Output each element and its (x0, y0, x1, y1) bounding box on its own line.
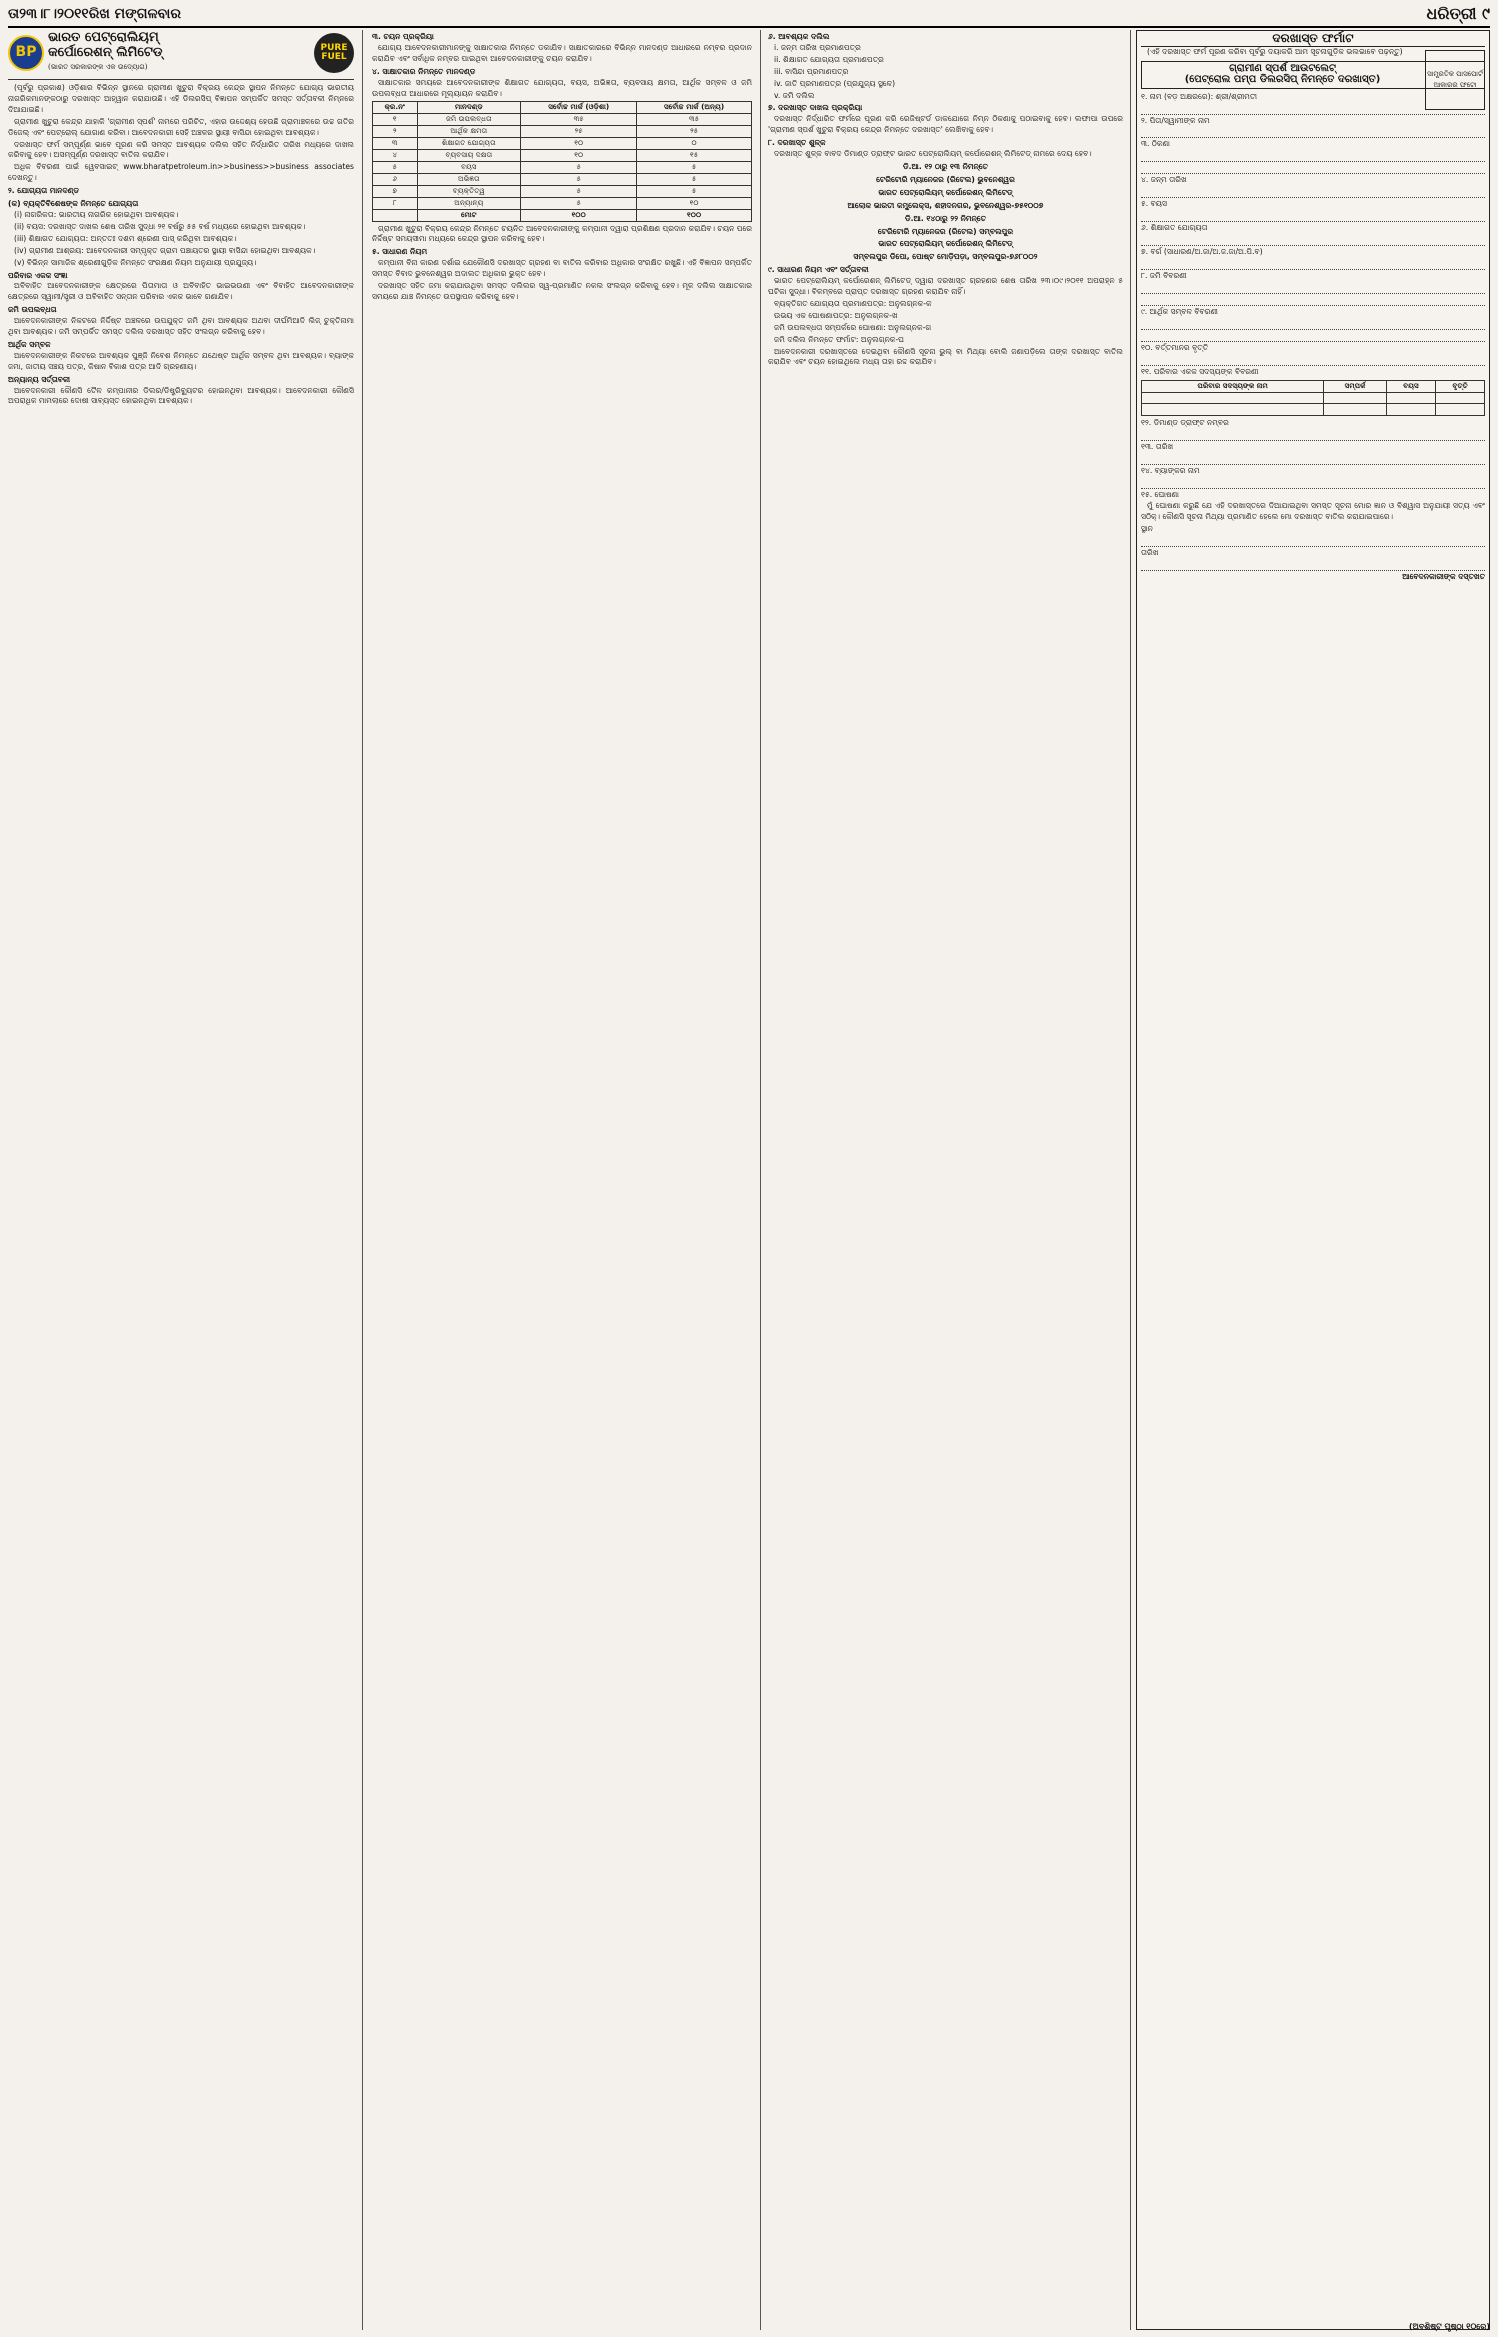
table-header: ସମ୍ପର୍କ (1324, 380, 1386, 392)
table-cell: ୩୫ (637, 114, 752, 126)
form-field[interactable]: ୯. ଆର୍ଥିକ ସମ୍ବଳ ବିବରଣୀ (1141, 307, 1485, 342)
list-item: (iii) ଶିକ୍ଷାଗତ ଯୋଗ୍ୟତା: ଅନ୍ତତଃ ଦଶମ ଶ୍ରେଣୀ ପାସ୍ କରିଥିବା ଆବଶ୍ୟକ। (14, 233, 237, 243)
paragraph: ଆବେଦନକାରୀଙ୍କ ନିକଟରେ ଆବଶ୍ୟକ ପୁଞ୍ଜି ନିବେଶ ନିମନ୍ତେ ଯଥେଷ୍ଟ ଆର୍ଥିକ ସମ୍ବଳ ଥିବା ଆବଶ୍ୟକ। ବ୍ୟାଙ୍କ ଜମା, ଜାତୀୟ ସଞ୍ଚୟ ପତ୍ର, କିଷାନ ବିକାଶ ପତ୍ର ଆଦି ଗ୍ରହଣୀୟ। (8, 350, 354, 371)
table-cell: ୩ (373, 138, 418, 150)
application-form (1136, 30, 1490, 2330)
list-item: (iv) ଗ୍ରାମୀଣ ଆଶ୍ରୟ: ଆବେଦନକାରୀ ସମ୍ପୃକ୍ତ ଗ୍ରାମ ପଞ୍ଚାୟତର ସ୍ଥାୟୀ ବାସିନ୍ଦା ହୋଇଥିବା ଆବଶ୍ୟକ। (14, 245, 316, 255)
table-cell: ୫ (521, 161, 637, 173)
table-cell (373, 209, 418, 221)
form-title: ଦରଖାସ୍ତ ଫର୍ମାଟ (1141, 31, 1485, 47)
table-header: ସର୍ବୋଚ୍ଚ ମାର୍କ (ଓଡ଼ିଶା) (521, 102, 637, 114)
list-item: iii. ବାସିନ୍ଦା ପ୍ରମାଣପତ୍ର (774, 66, 849, 76)
section-heading: ୯. ସାଧାରଣ ନିୟମ ଏବଂ ସର୍ତ୍ତାବଳୀ (768, 265, 869, 275)
table-row (373, 173, 752, 185)
signature-field[interactable]: ଆବେଦନକାରୀଙ୍କ ଦସ୍ତଖତ (1402, 571, 1485, 581)
scheme-subtitle: (ପେଟ୍ରୋଲ ପମ୍ପ ଡିଲରସିପ୍ ନିମନ୍ତେ ଦରଖାସ୍ତ) (1184, 73, 1381, 85)
table-cell: ୧୦୦ (521, 209, 637, 221)
table-cell: ଜମି ଉପଲବ୍ଧତା (417, 114, 521, 126)
table-cell: ୫ (637, 185, 752, 197)
list-item: i. ଜନ୍ମ ତାରିଖ ପ୍ରମାଣପତ୍ର (774, 42, 861, 52)
list-item: iv. ଜାତି ପ୍ରମାଣପତ୍ର (ପ୍ରଯୁଜ୍ୟ ସ୍ଥଳେ) (774, 78, 896, 88)
form-field[interactable]: ୫. ବୟସ (1141, 199, 1485, 222)
marks-table (372, 101, 752, 221)
scheme-name: ଗ୍ରାମୀଣ ସ୍ପର୍ଶ ଆଉଟଲେଟ୍ (1229, 62, 1336, 74)
table-header-row (373, 102, 752, 114)
table-row (373, 138, 752, 150)
family-table[interactable] (1141, 380, 1485, 417)
issue-date: ତା୨୩।୮।୨୦୧୧ରିଖ ମଙ୍ଗଳବାର (8, 6, 181, 22)
section-heading: ୬. ଆବଶ୍ୟକ ଦଲିଲ (768, 32, 830, 41)
table-cell: ୫ (637, 173, 752, 185)
form-field[interactable]: ୧୨. ଡିମାଣ୍ଡ ଡ୍ରାଫ୍ଟ ନମ୍ବର (1141, 418, 1485, 441)
column-divider (362, 30, 363, 2330)
form-field[interactable]: ୨. ପିତା/ସ୍ୱାମୀଙ୍କ ନାମ (1141, 116, 1485, 139)
column-divider (1130, 30, 1131, 2330)
company-name-line2: କର୍ପୋରେଶନ୍ ଲିମିଟେଡ୍ (48, 45, 163, 60)
section-heading: ୪. ସାକ୍ଷାତକାର ନିମନ୍ତେ ମାନଦଣ୍ଡ (372, 66, 476, 76)
section-heading: ୭. ଦରଖାସ୍ତ ଦାଖଲ ପ୍ରକ୍ରିୟା (768, 103, 863, 113)
address-line: ଟେରିଟୋରି ମ୍ୟାନେଜର (ରିଟେଲ) ଭୁବନେଶ୍ୱର (876, 174, 1015, 184)
table-row (373, 126, 752, 138)
table-row[interactable] (1142, 392, 1485, 404)
page-header (8, 2, 1490, 28)
table-cell: ୨୫ (637, 126, 752, 138)
section-heading: ପରିବାର ଏକକ ସଂଜ୍ଞା (8, 270, 68, 280)
table-total-row (373, 209, 752, 221)
table-row (373, 185, 752, 197)
section-heading: ୮. ଦରଖାସ୍ତ ଶୁଳ୍କ (768, 138, 826, 148)
table-row (373, 150, 752, 162)
table-cell: ବୟସ (417, 161, 521, 173)
form-field[interactable]: ୧. ନାମ (ବଡ଼ ଅକ୍ଷରରେ): ଶ୍ରୀ/ଶ୍ରୀମତୀ (1141, 92, 1485, 115)
table-cell: ୭ (373, 185, 418, 197)
table-row[interactable] (1142, 404, 1485, 416)
form-field[interactable]: ୧୫. ଘୋଷଣା (1141, 490, 1180, 500)
column-2 (372, 30, 752, 2330)
table-cell: ଶିକ୍ଷାଗତ ଯୋଗ୍ୟତା (417, 138, 521, 150)
table-cell: ମୋଟ (417, 209, 521, 221)
paragraph: ଅବିବାହିତ ଆବେଦନକାରୀଙ୍କ କ୍ଷେତ୍ରରେ ପିତାମାତା ଓ ଅବିବାହିତ ଭାଇଭଉଣୀ ଏବଂ ବିବାହିତ ଆବେଦନକାରୀଙ୍କ କ୍ଷେତ୍ରରେ ସ୍ୱାମୀ/ସ୍ତ୍ରୀ ଓ ଅବିବାହିତ ସନ୍ତାନ ପରିବାର ଏକକ ଭାବେ ଗଣାଯିବ। (8, 281, 354, 302)
section-heading: ୫. ସାଧାରଣ ନିୟମ (372, 247, 428, 257)
table-header-row (1142, 380, 1485, 392)
paragraph: ସାକ୍ଷାତକାର ସମୟରେ ଆବେଦନକାରୀଙ୍କ ଶିକ୍ଷାଗତ ଯୋଗ୍ୟତା, ବୟସ, ଅଭିଜ୍ଞତା, ବ୍ୟବସାୟ କ୍ଷମତା, ଆର୍ଥିକ ସମ୍ବଳ ଓ ଜମି ଉପଲବ୍ଧତା ଆଧାରରେ ମୂଲ୍ୟାୟନ କରାଯିବ। (372, 77, 752, 98)
table-cell: ୧୦ (521, 150, 637, 162)
company-banner (8, 30, 354, 80)
place-field[interactable]: ସ୍ଥାନ (1141, 524, 1485, 547)
list-item: v. ଜମି ଦଲିଲ (774, 90, 815, 100)
table-cell: ୫ (521, 173, 637, 185)
table-cell: ଅନ୍ୟାନ୍ୟ (417, 197, 521, 209)
form-field[interactable]: ୧୪. ବ୍ୟାଙ୍କର ନାମ (1141, 466, 1485, 489)
table-row (373, 114, 752, 126)
table-header: ସର୍ବୋଚ୍ଚ ମାର୍କ (ଅନ୍ୟ) (637, 102, 752, 114)
paragraph: ଆବେଦନକାରୀ ଦରଖାସ୍ତରେ ଦେଇଥିବା କୌଣସି ସୂଚନା ଭୁଲ୍ ବା ମିଥ୍ୟା ବୋଲି ଜଣାପଡ଼ିଲେ ତାଙ୍କ ଦରଖାସ୍ତ ବାତିଲ କରାଯିବ ଏବଂ ଚୟନ ହୋଇଥିଲେ ମଧ୍ୟ ତାହା ରଦ୍ଦ କରାଯିବ। (768, 346, 1123, 367)
section-heading: ଅନ୍ୟାନ୍ୟ ସର୍ତ୍ତାବଳୀ (8, 374, 71, 384)
form-field[interactable]: ୬. ଶିକ୍ଷାଗତ ଯୋଗ୍ୟତା (1141, 223, 1485, 246)
paper-name: ଧରିତ୍ରୀ (1426, 4, 1477, 23)
table-cell: ୨୫ (521, 126, 637, 138)
form-field[interactable]: ୪. ଜନ୍ମ ତାରିଖ (1141, 175, 1485, 198)
address-line: ଆଲୋକ ଭାରତୀ କମ୍ପ୍ଲେକ୍ସ, ଶହୀଦନଗର, ଭୁବନେଶ୍ୱର-୭୫୧୦୦୭ (847, 200, 1044, 210)
section-subheading: (କ) ବ୍ୟକ୍ତିବିଶେଷଙ୍କ ନିମନ୍ତେ ଯୋଗ୍ୟତା (8, 199, 139, 209)
list-item: ଜମି ଦଲିଲ ନିମନ୍ତେ ଫର୍ମାଟ: ଅନୁଲଗ୍ନକ-ଘ (774, 334, 905, 344)
paragraph: ଦରଖାସ୍ତ ଫର୍ମ ସମ୍ପୂର୍ଣ୍ଣ ଭାବେ ପୂରଣ କରି ସମସ୍ତ ଆବଶ୍ୟକ ଦଲିଲ ସହିତ ନିର୍ଦ୍ଧାରିତ ତାରିଖ ମଧ୍ୟରେ ଦାଖଲ କରିବାକୁ ହେବ। ଅସମ୍ପୂର୍ଣ୍ଣ ଦରଖାସ୍ତ ବାତିଲ କରାଯିବ। (8, 139, 354, 160)
paragraph: ଗ୍ରାମୀଣ ଖୁଚୁରା କେନ୍ଦ୍ର ଯାହାକି 'ଗ୍ରାମୀଣ ସ୍ପର୍ଶ' ନାମରେ ପରିଚିତ, ଏହାର ଉଦ୍ଦେଶ୍ୟ ହେଉଛି ଗ୍ରାମାଞ୍ଚଳରେ ଉଚ୍ଚ ଗତିର ଡିଜେଲ୍ ଏବଂ ପେଟ୍ରୋଲ୍ ଯୋଗାଣ କରିବା। ଆବେଦନକାରୀ ସେହି ଅଞ୍ଚଳର ସ୍ଥାୟୀ ବାସିନ୍ଦା ହୋଇଥିବା ଆବଶ୍ୟକ। (8, 116, 354, 137)
page-number: ୯ (1482, 4, 1490, 23)
form-field[interactable]: ୧୧. ପରିବାର ଏକକ ସଦସ୍ୟଙ୍କ ବିବରଣୀ (1141, 366, 1259, 376)
table-cell: ୧୦୦ (637, 209, 752, 221)
address-line: ଭାରତ ପେଟ୍ରୋଲିୟମ୍ କର୍ପୋରେଶନ୍ ଲିମିଟେଡ୍ (878, 239, 1013, 249)
table-cell: ୧୫ (637, 150, 752, 162)
section-heading: ୨. ଯୋଗ୍ୟତା ମାନଦଣ୍ଡ (8, 186, 79, 196)
bpcl-logo-icon: BP (8, 35, 44, 71)
list-item: (ii) ବୟସ: ଦରଖାସ୍ତ ଦାଖଲ ଶେଷ ତାରିଖ ସୁଦ୍ଧା ୨୧ ବର୍ଷରୁ ୫୫ ବର୍ଷ ମଧ୍ୟରେ ହୋଇଥିବା ଆବଶ୍ୟକ। (14, 221, 306, 231)
table-cell: ୧୦ (521, 138, 637, 150)
table-cell: ୧ (373, 114, 418, 126)
address-label: ଡି.ଆ. ୧୪ଠାରୁ ୨୨ ନିମନ୍ତେ (905, 213, 986, 223)
date-field[interactable]: ତାରିଖ (1141, 548, 1485, 571)
form-field[interactable]: ୭. ବର୍ଗ (ସାଧାରଣ/ଅ.ଜା/ଅ.ଜ.ଜା/ଅ.ପି.ବ) (1141, 247, 1485, 270)
company-name (48, 30, 310, 75)
column-3 (768, 30, 1123, 2330)
table-cell: ୩୫ (521, 114, 637, 126)
form-field[interactable]: ୮. ଜମି ବିବରଣୀ (1141, 271, 1485, 306)
form-note: (ଏହି ଦରଖାସ୍ତ ଫର୍ମ ପୂରଣ କରିବା ପୂର୍ବରୁ ଦୟାକରି ଆମ ସୂଚନାଗୁଡ଼ିକ ଭଲଭାବେ ପଢ଼ନ୍ତୁ) (1147, 46, 1403, 56)
paragraph: କମ୍ପାନୀ ବିନା କାରଣ ଦର୍ଶାଇ ଯେକୌଣସି ଦରଖାସ୍ତ ଗ୍ରହଣ ବା ବାତିଲ କରିବାର ଅଧିକାର ସଂରକ୍ଷିତ ରଖୁଛି। ଏହି ବିଜ୍ଞାପନ ସମ୍ପର୍କିତ ସମସ୍ତ ବିବାଦ ଭୁବନେଶ୍ୱର ଅଦାଲତ ଅଧିକାର ଭୁକ୍ତ ହେବ। (372, 258, 752, 279)
column-1 (8, 30, 354, 2330)
table-row (373, 161, 752, 173)
section-heading: ଆର୍ଥିକ ସମ୍ବଳ (8, 339, 51, 349)
table-cell: ୫ (373, 161, 418, 173)
address-line: ସମ୍ବଲପୁର ଡିପୋ, ପୋଷ୍ଟ ମୋଡ଼ିପଡ଼ା, ସମ୍ବଲପୁର-୭୬୮୦୦୨ (853, 252, 1038, 262)
table-cell: ୪ (373, 150, 418, 162)
paragraph: ଆବେଦନକାରୀଙ୍କ ନିକଟରେ ନିର୍ଦ୍ଦିଷ୍ଟ ଅଞ୍ଚଳରେ ଉପଯୁକ୍ତ ଜମି ଥିବା ଆବଶ୍ୟକ ଅଥବା ଦୀର୍ଘମିଆଦି ଲିଜ୍ ଚୁକ୍ତିନାମା ଥିବା ଆବଶ୍ୟକ। ଜମି ସମ୍ପର୍କିତ ସମସ୍ତ ଦଲିଲ ଦରଖାସ୍ତ ସହିତ ସଂଲଗ୍ନ କରିବାକୁ ହେବ। (8, 316, 354, 337)
table-cell: ୫ (521, 185, 637, 197)
table-cell: ଅଭିଜ୍ଞତା (417, 173, 521, 185)
table-cell: ବ୍ୟକ୍ତିତ୍ୱ (417, 185, 521, 197)
declaration-text: ମୁଁ ଘୋଷଣା କରୁଛି ଯେ ଏହି ଦରଖାସ୍ତରେ ଦିଆଯାଇଥିବା ସମସ୍ତ ସୂଚନା ମୋର ଜ୍ଞାନ ଓ ବିଶ୍ୱାସ ଅନୁଯାୟୀ ସତ୍ୟ ଏବଂ ସଠିକ୍। କୌଣସି ସୂଚନା ମିଥ୍ୟା ପ୍ରମାଣିତ ହେଲେ ମୋ ଦରଖାସ୍ତ ବାତିଲ କରାଯାଇପାରେ। (1141, 500, 1485, 521)
company-subtitle: (ଭାରତ ସରକାରଙ୍କ ଏକ ଉଦ୍ୟୋଗ) (48, 63, 148, 71)
form-field[interactable]: ୩. ଠିକଣା (1141, 139, 1485, 174)
page-number-block (1426, 4, 1490, 24)
continued-note: (ଅବଶିଷ୍ଟ ପୃଷ୍ଠା ୧୦ରେ) (1408, 2322, 1490, 2331)
table-header: ପରିବାର ସଦସ୍ୟଙ୍କ ନାମ (1142, 380, 1324, 392)
table-cell: ଆର୍ଥିକ କ୍ଷମତା (417, 126, 521, 138)
intro-paragraph: (ପୂର୍ବରୁ ପ୍ରକାଶ) ଓଡ଼ିଶାର ବିଭିନ୍ନ ସ୍ଥାନରେ ଗ୍ରାମୀଣ ଖୁଚୁରା ବିକ୍ରୟ କେନ୍ଦ୍ର ସ୍ଥାପନ ନିମନ୍ତେ ଯୋଗ୍ୟ ଭାରତୀୟ ନାଗରିକମାନଙ୍କଠାରୁ ଦରଖାସ୍ତ ଆହ୍ୱାନ କରାଯାଉଛି। ଏହି ଡିଲରସିପ୍ ବିଜ୍ଞାପନ ସମ୍ପର୍କିତ ସମସ୍ତ ସର୍ତ୍ତାବଳୀ ନିମ୍ନରେ ଦିଆଯାଇଛି। (8, 83, 354, 114)
list-item: ii. ଶିକ୍ଷାଗତ ଯୋଗ୍ୟତା ପ୍ରମାଣପତ୍ର (774, 54, 884, 64)
table-row (373, 197, 752, 209)
paragraph: ଗ୍ରାମୀଣ ଖୁଚୁରା ବିକ୍ରୟ କେନ୍ଦ୍ର ନିମନ୍ତେ ଚୟନିତ ଆବେଦନକାରୀଙ୍କୁ କମ୍ପାନୀ ଦ୍ୱାରା ପ୍ରଶିକ୍ଷଣ ପ୍ରଦାନ କରାଯିବ। ଚୟନ ପରେ ନିର୍ଦ୍ଦିଷ୍ଟ ସମୟସୀମା ମଧ୍ୟରେ କେନ୍ଦ୍ର ସ୍ଥାପନ କରିବାକୁ ହେବ। (372, 223, 752, 244)
list-item: ଉଭୟ ଏକ ଘୋଷଣାପତ୍ର: ଅନୁଲଗ୍ନକ-ଖ (774, 310, 898, 320)
form-field[interactable]: ୧୩. ତାରିଖ (1141, 442, 1485, 465)
list-item: (v) ବିଭିନ୍ନ ସାମାଜିକ ଶ୍ରେଣୀଗୁଡ଼ିକ ନିମନ୍ତେ ସଂରକ୍ଷଣ ନିୟମ ଅନୁଯାୟୀ ପ୍ରଯୁଜ୍ୟ। (14, 257, 257, 267)
section-heading: ଜମି ଉପଲବ୍ଧତା (8, 305, 57, 315)
column-divider (760, 30, 761, 2330)
paragraph: ଯୋଗ୍ୟ ଆବେଦନକାରୀମାନଙ୍କୁ ସାକ୍ଷାତକାର ନିମନ୍ତେ ଡକାଯିବ। ସାକ୍ଷାତକାରରେ ବିଭିନ୍ନ ମାନଦଣ୍ଡ ଆଧାରରେ ନମ୍ବର ପ୍ରଦାନ କରାଯିବ ଏବଂ ସର୍ବାଧିକ ନମ୍ବର ପାଇଥିବା ଆବେଦନକାରୀଙ୍କୁ ଚୟନ କରାଯିବ। (372, 42, 752, 63)
paragraph: ଦରଖାସ୍ତ ନିର୍ଦ୍ଧାରିତ ଫର୍ମରେ ପୂରଣ କରି ରେଜିଷ୍ଟର୍ଡ ଡାକଯୋଗେ ନିମ୍ନ ଠିକଣାକୁ ପଠାଇବାକୁ ହେବ। ଲଫାପା ଉପରେ 'ଗ୍ରାମୀଣ ସ୍ପର୍ଶ ଖୁଚୁରା ବିକ୍ରୟ କେନ୍ଦ୍ର ନିମନ୍ତେ ଦରଖାସ୍ତ' ଲେଖିବାକୁ ହେବ। (768, 114, 1123, 135)
table-cell: ବ୍ୟବସାୟ ଦକ୍ଷତା (417, 150, 521, 162)
form-field[interactable]: ୧୦. ବର୍ତ୍ତମାନର ବୃତ୍ତି (1141, 343, 1485, 366)
address-line: ଟେରିଟୋରି ମ୍ୟାନେଜର (ରିଟେଲ) ସମ୍ବଲପୁର (877, 226, 1014, 236)
table-header: ବୟସ (1386, 380, 1436, 392)
pure-fuel-logo-icon: PURE FUEL (314, 33, 354, 73)
table-cell: ୨ (373, 126, 418, 138)
table-cell: ୫ (521, 197, 637, 209)
list-item: ଜମି ଉପଲବ୍ଧତା ସମ୍ପର୍କରେ ଘୋଷଣା: ଅନୁଲଗ୍ନକ-ଗ (774, 322, 932, 332)
table-cell: ୧୦ (637, 197, 752, 209)
table-cell: ୫ (637, 161, 752, 173)
paragraph: ଭାରତ ପେଟ୍ରୋଲିୟମ୍ କର୍ପୋରେଶନ୍ ଲିମିଟେଡ୍ ଦ୍ୱାରା ଦରଖାସ୍ତ ଗ୍ରହଣର ଶେଷ ତାରିଖ ୨୩।୦୯।୨୦୧୧ ଅପରାହ୍ନ ୫ ଘଟିକା ସୁଦ୍ଧା। ବିଳମ୍ବରେ ପ୍ରାପ୍ତ ଦରଖାସ୍ତ ଗ୍ରହଣ କରାଯିବ ନାହିଁ। (768, 276, 1123, 297)
table-cell: ୦ (637, 138, 752, 150)
table-header: କ୍ର.ନଂ (373, 102, 418, 114)
address-label: ଡି.ଆ. ୧୨ ଠାରୁ ୧୩ ନିମନ୍ତେ (903, 161, 988, 171)
paragraph: ଅଧିକ ବିବରଣୀ ପାଇଁ ୱେବସାଇଟ୍ www.bharatpetroleum.in>>business>>business associates ଦେଖନ୍ତୁ। (8, 162, 354, 183)
paragraph: ଆବେଦନକାରୀ କୌଣସି ତୈଳ କମ୍ପାନୀର ଡିଲର/ଡିଷ୍ଟ୍ରିବ୍ୟୁଟର ହୋଇନଥିବା ଆବଶ୍ୟକ। ଆବେଦନକାରୀ କୌଣସି ଅପରାଧିକ ମାମଲାରେ ଦୋଷୀ ସାବ୍ୟସ୍ତ ହୋଇନଥିବା ଆବଶ୍ୟକ। (8, 385, 354, 406)
table-cell: ୮ (373, 197, 418, 209)
paragraph: ଦରଖାସ୍ତ ଶୁଳ୍କ ବାବଦ ଡିମାଣ୍ଡ ଡ୍ରାଫ୍ଟ ଭାରତ ପେଟ୍ରୋଲିୟମ୍ କର୍ପୋରେଶନ୍ ଲିମିଟେଡ୍ ନାମରେ ଦେୟ ହେବ। (774, 149, 1092, 159)
paragraph: ଦରଖାସ୍ତ ସହିତ ଜମା କରାଯାଉଥିବା ସମସ୍ତ ଦଲିଲର ସ୍ୱ-ପ୍ରମାଣିତ ନକଲ ସଂଲଗ୍ନ କରିବାକୁ ହେବ। ମୂଳ ଦଲିଲ ସାକ୍ଷାତକାର ସମୟରେ ଯାଞ୍ଚ ନିମନ୍ତେ ଉପସ୍ଥାପନ କରିବାକୁ ହେବ। (372, 281, 752, 301)
address-line: ଭାରତ ପେଟ୍ରୋଲିୟମ୍ କର୍ପୋରେଶନ୍ ଲିମିଟେଡ୍ (878, 187, 1013, 197)
photo-box[interactable]: ସାମ୍ପ୍ରତିକ ପାସପୋର୍ଟ ଆକାରର ଫଟୋ (1425, 50, 1485, 110)
table-header: ବୃତ୍ତି (1436, 380, 1485, 392)
table-header: ମାନଦଣ୍ଡ (417, 102, 521, 114)
table-cell: ୬ (373, 173, 418, 185)
section-heading: ୩. ଚୟନ ପ୍ରକ୍ରିୟା (372, 32, 434, 41)
list-item: (i) ନାଗରିକତା: ଭାରତୀୟ ନାଗରିକ ହୋଇଥିବା ଆବଶ୍ୟକ। (14, 209, 179, 219)
list-item: ବ୍ୟକ୍ତିଗତ ଯୋଗ୍ୟତା ପ୍ରମାଣପତ୍ର: ଅନୁଲଗ୍ନକ-କ (774, 298, 932, 308)
company-name-line1: ଭାରତ ପେଟ୍ରୋଲିୟମ୍ (48, 30, 159, 45)
